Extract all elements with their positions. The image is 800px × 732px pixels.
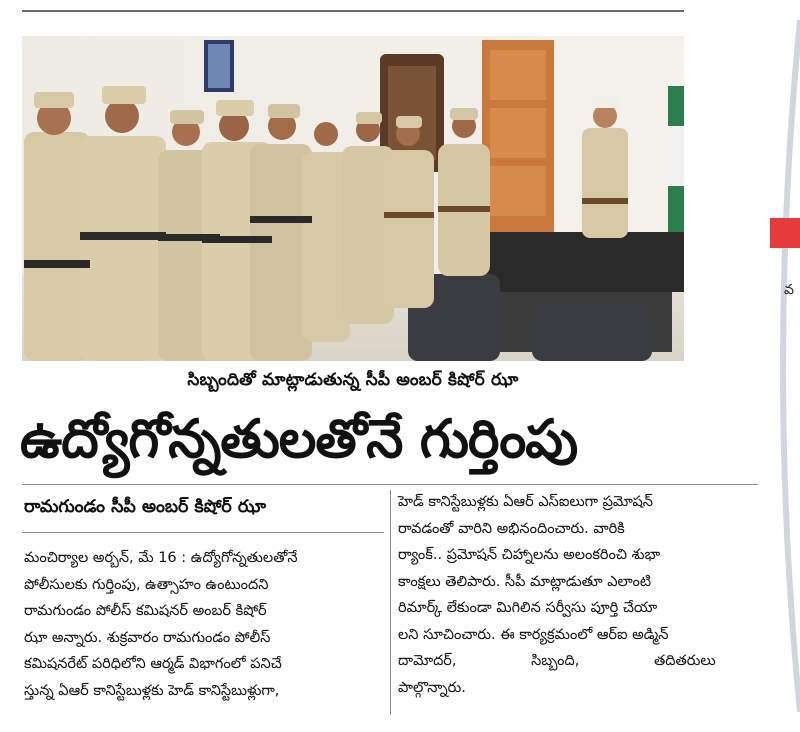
column-rule [390, 490, 391, 715]
news-photo [22, 36, 684, 361]
headline-divider [22, 484, 758, 485]
paragraph-line: కాంక్షలు తెలిపారు. సీపీ మాట్లాడుతూ ఎలాంటి [398, 573, 652, 590]
paragraph-line: కమిషనరేట్ పరిధిలోని ఆర్మడ్ విభాగంలో పనిచే [24, 656, 282, 672]
article-column-right [398, 489, 758, 701]
byline-rule [22, 532, 384, 533]
paragraph-line: మంచిర్యాల అర్బన్, మే 16 : ఉద్యోగోన్నతులతోనే [24, 550, 298, 566]
article-column-left [24, 545, 386, 704]
headline: ఉద్యోగోన్నతులతోనే గుర్తింపు [20, 409, 578, 470]
paragraph-line: పాల్గొన్నారు. [398, 679, 466, 696]
photo-caption: సిబ్బందితో మాట్లాడుతున్న సీపీ అంబర్ కిషోర్ ఝా [187, 370, 519, 390]
paragraph-line: స్తున్న ఏఆర్ కానిస్టేబుళ్లకు హెడ్ కానిస్టేబుళ్లుగా, [24, 682, 280, 699]
top-rule [22, 10, 684, 12]
paragraph-line: హెడ్ కానిస్టేబుళ్లకు ఏఆర్ ఎస్ఐలుగా ప్రమోషన్ [398, 494, 653, 510]
paragraph-line: ఝా అన్నారు. శుక్రవారం రామగుండం పోలీస్ [24, 629, 271, 646]
adjacent-page-edge [760, 0, 800, 732]
photo-illustration [22, 36, 684, 361]
paragraph-line: లని సూచించారు. ఈ కార్యక్రమంలో ఆర్ఐ అడ్మిన్ [398, 626, 669, 643]
paragraph-line: దామోదర్, సిబ్బంది, తదితరులు [398, 653, 716, 669]
adjacent-page-glyph: వ [784, 282, 794, 298]
paragraph-line: రామగుండం పోలీస్ కమిషనర్ అంబర్ కిషోర్ [24, 603, 267, 619]
paragraph-line: పోలీసులకు గుర్తింపు, ఉత్సాహం ఉంటుందని [24, 576, 269, 593]
paragraph-line: ర్యాంక్.. ప్రమోషన్ చిహ్నాలను అలంకరించి శుభా [398, 547, 661, 563]
byline: రామగుండం సీపీ అంబర్ కిషోర్ ఝా [24, 497, 266, 517]
paragraph-line: రిమార్క్ లేకుండా మిగిలిన సర్వీసు పూర్తి చేయా [398, 600, 658, 616]
paragraph-line: రావడంతో వారిని అభినందించారు. వారికి [398, 520, 625, 537]
